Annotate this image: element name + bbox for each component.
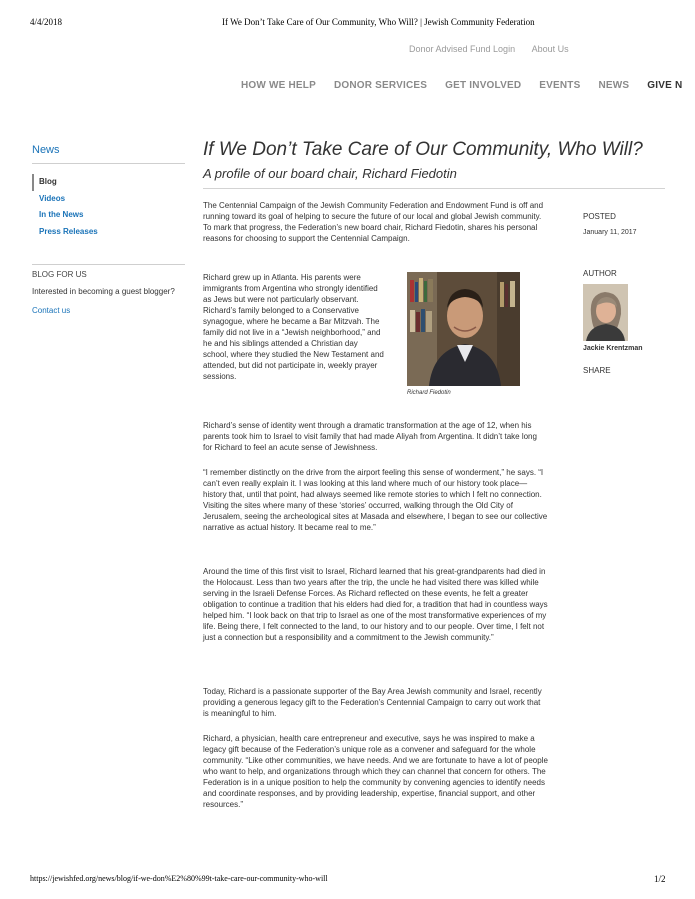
nav-get-involved[interactable]: GET INVOLVED [445,80,522,91]
nav-donor-services[interactable]: DONOR SERVICES [333,80,428,91]
sidebar-divider [32,163,185,164]
article-paragraph: The Centennial Campaign of the Jewish Community Federation and Endowment Fund is off and running toward its goal of helping to secure the future of our local and global Jewish community. To mark that progress, the Federation’s new board chair, Richard Fiedotin, shares his personal reasons for choosing to support the Centennial Campaign. [203,201,544,243]
utility-nav [409,44,569,54]
author-portrait-image [583,284,628,341]
article-paragraph: Richard grew up in Atlanta. His parents were immigrants from Argentina who strongly identified as Jews but were not particularly observant. Richard’s family belonged to a Conservative synagogue, where he became a Bar Mitzvah. The family did not live in a “Jewish neighborhood,” and he and his siblings attended a Christian day school, where they studied the New Testament and attended, but did not participate in, weekly prayer sessions. [203,273,384,381]
print-date: 4/4/2018 [30,17,63,27]
portrait-image [407,272,520,386]
article-paragraph: Richard’s sense of identity went through a dramatic transformation at the age of 12, when his parents took him to Israel to visit family that had made Aliyah from Argentina. It didn’t take long for Richard to feel an acute sense of Jewishness. [203,421,537,452]
article-paragraph: Around the time of this first visit to Israel, Richard learned that his great-grandparents had died in the Holocaust. Less than two years after the trip, the uncle he had visited there was killed while serving in the Israeli Defense Forces. As Richard reflected on these events, he felt a greater obligation to continue a tradition that his elders had died for, a tradition that had in countless ways helped him. “I look back on that trip to Israel as one of the most transformative experiences of my life. Being there, I felt connected to the land, to our history and to our people. Over time, I felt not just a connection but a responsibility and a commitment to the Jewish community.” [203,567,548,642]
print-title: If We Don’t Take Care of Our Community, Who Will? | Jewish Community Federation [222,17,535,27]
donor-advised-fund-login-link[interactable]: Donor Advised Fund Login [409,44,516,54]
contact-us-link[interactable]: Contact us [32,306,71,315]
sidebar-menu [32,174,98,240]
article-paragraph: “I remember distinctly on the drive from the airport feeling this sense of wonderment,” he says. “I can’t even really explain it. I was looking at this land where much of our history took place—history that, until that point, had always seemed like remote stories to which I felt no connection. Visiting the sites where many of these ‘stories’ occurred, walking through the Old City of Jerusalem, seeing the archeological sites at Masada and elsewhere, I began to see our collective narrative as actual history. It became real to me.” [203,468,548,532]
print-url: https://jewishfed.org/news/blog/if-we-don%E2%80%99t-take-care-our-community-who-will [30,874,328,883]
share-label: SHARE [583,366,611,375]
nav-give[interactable]: GIVE N [647,80,683,91]
sidebar-item-videos[interactable]: Videos [39,193,66,203]
posted-date: January 11, 2017 [583,229,637,236]
photo-caption: Richard Fiedotin [407,390,451,396]
headline-divider [203,188,665,189]
sidebar-item-in-the-news[interactable]: In the News [39,210,84,219]
sidebar-item-blog[interactable]: Blog [32,174,98,191]
article-paragraph: Today, Richard is a passionate supporter of the Bay Area Jewish community and Israel, recently providing a generous legacy gift to the Federation’s Centennial Campaign to carry out work that is meaningful to him. [203,687,542,718]
author-name-link[interactable]: Jackie Krentzman [583,345,643,352]
author-label: AUTHOR [583,269,617,278]
author-avatar[interactable] [583,284,628,341]
blog-for-us-heading: BLOG FOR US [32,270,87,279]
sidebar-item-press-releases[interactable]: Press Releases [39,226,98,236]
about-us-link[interactable]: About Us [531,44,569,54]
article-headline: If We Don’t Take Care of Our Community, Who Will? [203,139,643,160]
blog-divider [32,264,185,265]
nav-events[interactable]: EVENTS [539,80,581,91]
main-nav [241,80,695,91]
sidebar-title[interactable]: News [32,144,60,156]
posted-label: POSTED [583,212,616,221]
richard-fiedotin-photo [407,272,520,386]
guest-blogger-text: Interested in becoming a guest blogger? [32,287,175,296]
print-page-number: 1/2 [654,874,666,884]
nav-how-we-help[interactable]: HOW WE HELP [241,80,316,91]
article-paragraph: Richard, a physician, health care entrepreneur and executive, says he was inspired to make a legacy gift because of the Federation’s unique role as a convener and safeguard for the whole community. “Like other communities, we have needs. And we are fortunate to have a lot of people who want to help, and organizations through which they can channel that concern for others. The Federation is in a unique position to help the community by convening agencies to identify needs and coordinate responses, and by providing leadership, expertise, financial support, and other resources.” [203,734,548,809]
article-subhead: A profile of our board chair, Richard Fiedotin [203,166,457,181]
nav-news[interactable]: NEWS [598,80,630,91]
